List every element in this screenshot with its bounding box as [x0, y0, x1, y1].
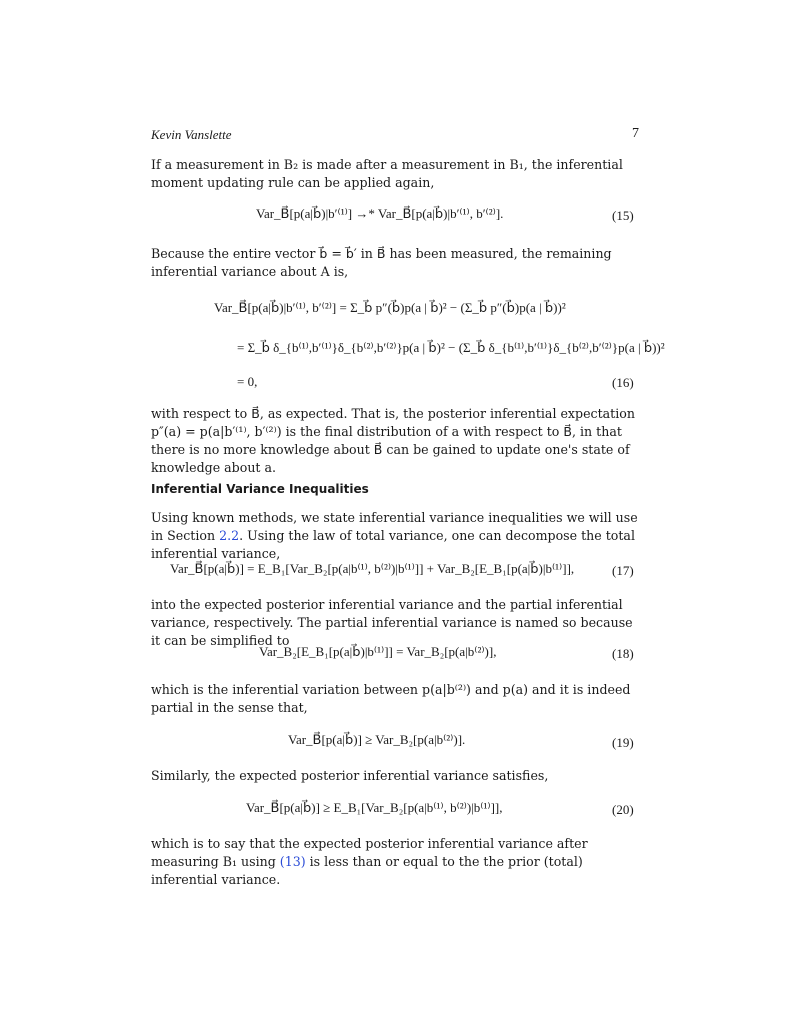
paragraph-5: into the expected posterior inferential variance and the partial inferential variance, respectively. The partial inferential variance is named so because it can be simplified to	[151, 597, 633, 648]
equation-19: Var_B⃗[p(a|b⃗)] ≥ Var_B₂[p(a|b⁽²⁾)].	[288, 732, 466, 747]
paragraph-8-text-b: is less than or equal to the the prior (total) inferential variance.	[151, 854, 583, 887]
equation-16-number: (16)	[612, 375, 634, 390]
equation-17: Var_B⃗[p(a|b⃗)] = E_B₁[Var_B₂[p(a|b⁽¹⁾, b⁽²⁾)|b⁽¹⁾]] + Var_B₂[E_B₁[p(a|b⃗)|b⁽¹⁾]],	[170, 561, 575, 576]
page-number: 7	[632, 126, 639, 141]
equation-17-number: (17)	[612, 563, 634, 578]
equation-18: Var_B₂[E_B₁[p(a|b⃗)|b⁽¹⁾]] = Var_B₂[p(a|b⁽²⁾)],	[259, 644, 497, 659]
paragraph-8-text-a: which is to say that the expected posterior inferential variance after measuring B₁ using	[151, 836, 588, 869]
paragraph-4	[151, 509, 639, 563]
equation-20: Var_B⃗[p(a|b⃗)] ≥ E_B₁[Var_B₂[p(a|b⁽¹⁾, b⁽²⁾)|b⁽¹⁾]],	[246, 800, 503, 815]
paragraph-3: with respect to B⃗, as expected. That is, the posterior inferential expectation p″(a) = p(a|b′⁽¹⁾, b′⁽²⁾) is the final distribution of a with respect to B⃗, in that there is no more knowledge about B⃗ can be gained to update one's state of knowledge about a.	[151, 406, 635, 475]
paragraph-4-text-a: Using known methods, we state inferential variance inequalities we will use in Section	[151, 510, 638, 543]
equation-link[interactable]: (13)	[279, 854, 306, 869]
paragraph-2: Because the entire vector b⃗ = b⃗′ in B⃗ has been measured, the remaining inferential variance about A is,	[151, 246, 612, 279]
paragraph-4-text-b: . Using the law of total variance, one can decompose the total inferential variance,	[151, 528, 635, 561]
equation-18-number: (18)	[612, 646, 634, 661]
section-heading: Inferential Variance Inequalities	[151, 482, 369, 496]
equation-19-number: (19)	[612, 735, 634, 750]
paragraph-7: Similarly, the expected posterior inferential variance satisfies,	[151, 768, 549, 783]
equation-15: Var_B⃗[p(a|b⃗)|b′⁽¹⁾] →* Var_B⃗[p(a|b⃗)|b′⁽¹⁾, b′⁽²⁾].	[256, 206, 504, 221]
paragraph-8	[151, 835, 639, 889]
equation-20-number: (20)	[612, 802, 634, 817]
running-head: Kevin Vanslette	[151, 127, 232, 142]
paragraph-1: If a measurement in B₂ is made after a measurement in B₁, the inferential moment updating rule can be applied again,	[151, 157, 623, 190]
equation-16-line-2: = Σ_b⃗ δ_{b⁽¹⁾,b′⁽¹⁾}δ_{b⁽²⁾,b′⁽²⁾}p(a | b⃗)² − (Σ_b⃗ δ_{b⁽¹⁾,b′⁽¹⁾}δ_{b⁽²⁾,b′⁽²⁾}p(a | b⃗))²	[237, 340, 665, 355]
section-link[interactable]: 2.2	[219, 528, 240, 543]
equation-16-line-3: = 0,	[237, 374, 258, 389]
equation-15-number: (15)	[612, 208, 634, 223]
paragraph-6: which is the inferential variation between p(a|b⁽²⁾) and p(a) and it is indeed partial in the sense that,	[151, 682, 631, 715]
equation-16-line-1: Var_B⃗[p(a|b⃗)|b′⁽¹⁾, b′⁽²⁾] = Σ_b⃗ p″(b⃗)p(a | b⃗)² − (Σ_b⃗ p″(b⃗)p(a | b⃗))²	[214, 300, 566, 315]
